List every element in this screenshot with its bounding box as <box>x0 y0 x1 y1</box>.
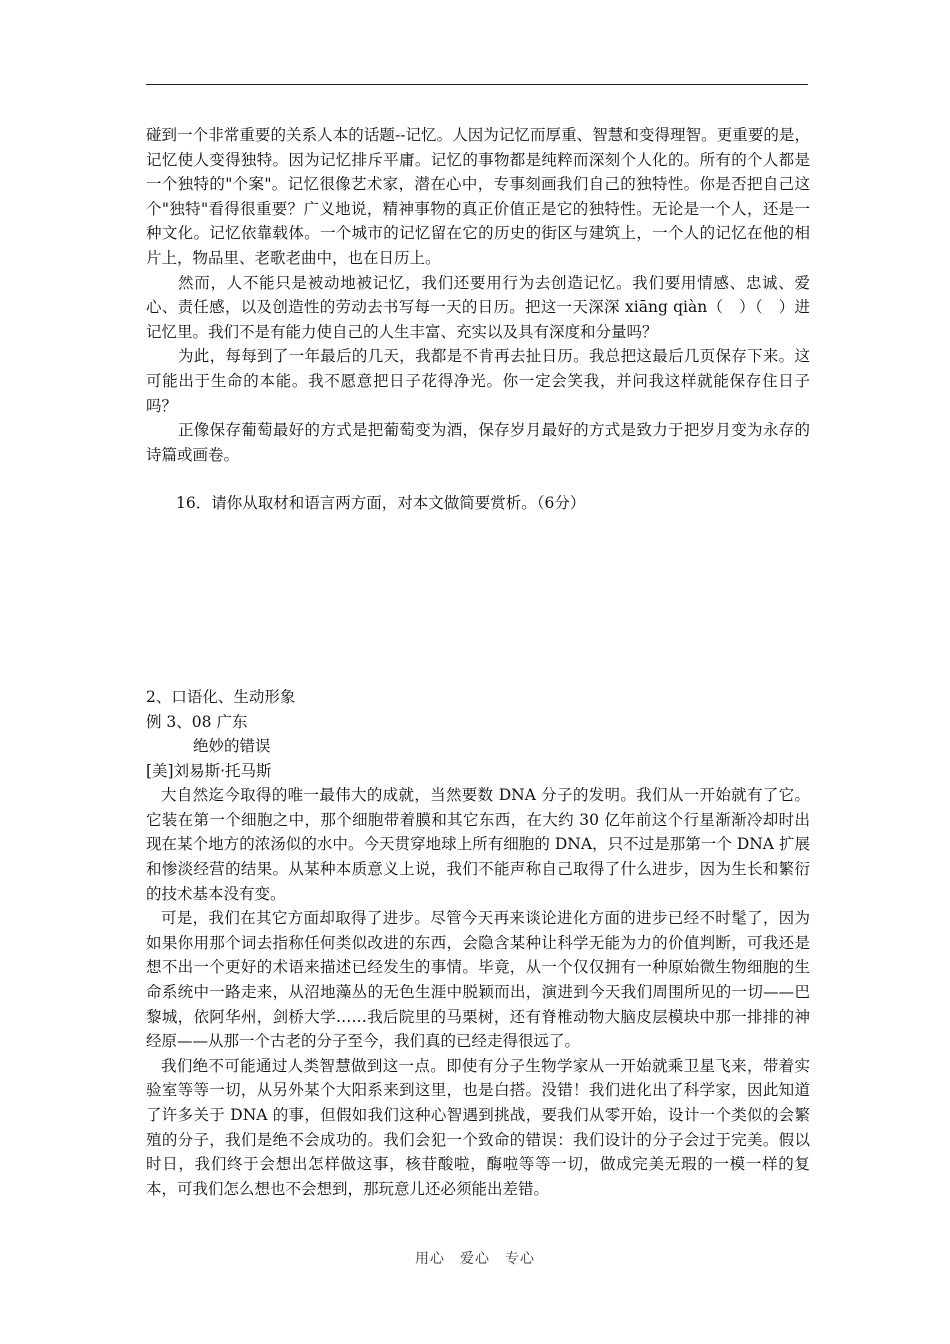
article-title: 绝妙的错误 <box>193 737 271 756</box>
question-16: 16．请你从取材和语言两方面，对本文做简要赏析。（6分） <box>176 494 586 513</box>
example-label: 例 3、08 广东 <box>146 712 248 731</box>
article-paragraph-2: 可是，我们在其它方面却取得了进步。尽管今天再来谈论进化方面的进步已经不时髦了，因为如果你用那个词去指称任何类似改进的东西，会隐含某种让科学无能为力的价值判断，可我还是想不出一个更好的术语来描述已经发生的事情。毕竟，从一个仅仅拥有一种原始微生物细胞的生命系统中一路走来，从沼地藻丛的无色生涯中脱颖而出，演进到今天我们周围所见的一切——巴黎城，依阿华州，剑桥大学……我后院里的马栗树，还有脊椎动物大脑皮层模块中那一排排的神经原——从那一个古老的分子至今，我们真的已经走得很远了。 <box>146 909 810 1051</box>
header-rule <box>146 84 808 85</box>
article-paragraph-1: 大自然迄今取得的唯一最伟大的成就，当然要数 DNA 分子的发明。我们从一开始就有了它。它装在第一个细胞之中，那个细胞带着膜和其它东西，在大约 30 亿年前这个行星渐渐冷却时出现在某个地方的浓汤似的水中。今天贯穿地球上所有细胞的 DNA，只不过是那第一个 DNA 扩展和惨淡经营的结果。从某种本质意义上说，我们不能声称自己取得了什么进步，因为生长和繁衍的技术基本没有变。 <box>146 786 810 903</box>
answer-space <box>146 516 810 685</box>
passage-a-paragraph-3: 为此，每每到了一年最后的几天，我都是不肯再去扯日历。我总把这最后几页保存下来。这可能出于生命的本能。我不愿意把日子花得净光。你一定会笑我，并问我这样就能保存住日子吗？ <box>146 347 810 415</box>
section-heading: 2、口语化、生动形象 <box>146 687 296 706</box>
article-paragraph-3: 我们绝不可能通过人类智慧做到这一点。即使有分子生物学家从一开始就乘卫星飞来，带着实验室等等一切，从另外某个大阳系来到这里，也是白搭。没错！我们进化出了科学家，因此知道了许多关于 DNA 的事，但假如我们这种心智遇到挑战，要我们从零开始，设计一个类似的会繁殖的分子，我们是绝不会成功的。我们会犯一个致命的错误：我们设计的分子会过于完美。假以时日，我们终于会想出怎样做这事，核苷酸啦，酶啦等等一切，做成完美无瑕的一模一样的复本，可我们怎么想也不会想到，那玩意儿还必须能出差错。 <box>146 1056 810 1198</box>
passage-a-paragraph-2: 然而，人不能只是被动地被记忆，我们还要用行为去创造记忆。我们要用情感、忠诚、爱心、责任感，以及创造性的劳动去书写每一天的日历。把这一天深深 xiāng qiàn（ ）（ ）进记忆里。我们不是有能力使自己的人生丰富、充实以及具有深度和分量吗？ <box>146 273 810 341</box>
document-body <box>146 123 810 1201</box>
passage-a-paragraph-1: 碰到一个非常重要的关系人本的话题--记忆。人因为记忆而厚重、智慧和变得理智。更重要的是，记忆使人变得独特。因为记忆排斥平庸。记忆的事物都是纯粹而深刻个人化的。所有的个人都是一个独特的"个案"。记忆很像艺术家，潜在心中，专事刻画我们自己的独特性。你是否把自己这个"独特"看得很重要？广义地说，精神事物的真正价值正是它的独特性。无论是一个人，还是一种文化。记忆依靠载体。一个城市的记忆留在它的历史的街区与建筑上，一个人的记忆在他的相片上，物品里、老歌老曲中，也在日历上。 <box>146 126 810 267</box>
article-author: [美]刘易斯·托马斯 <box>146 761 272 780</box>
page-footer: 用心 爱心 专心 <box>415 1251 535 1267</box>
passage-a-paragraph-4: 正像保存葡萄最好的方式是把葡萄变为酒，保存岁月最好的方式是致力于把岁月变为永存的诗篇或画卷。 <box>146 421 810 464</box>
